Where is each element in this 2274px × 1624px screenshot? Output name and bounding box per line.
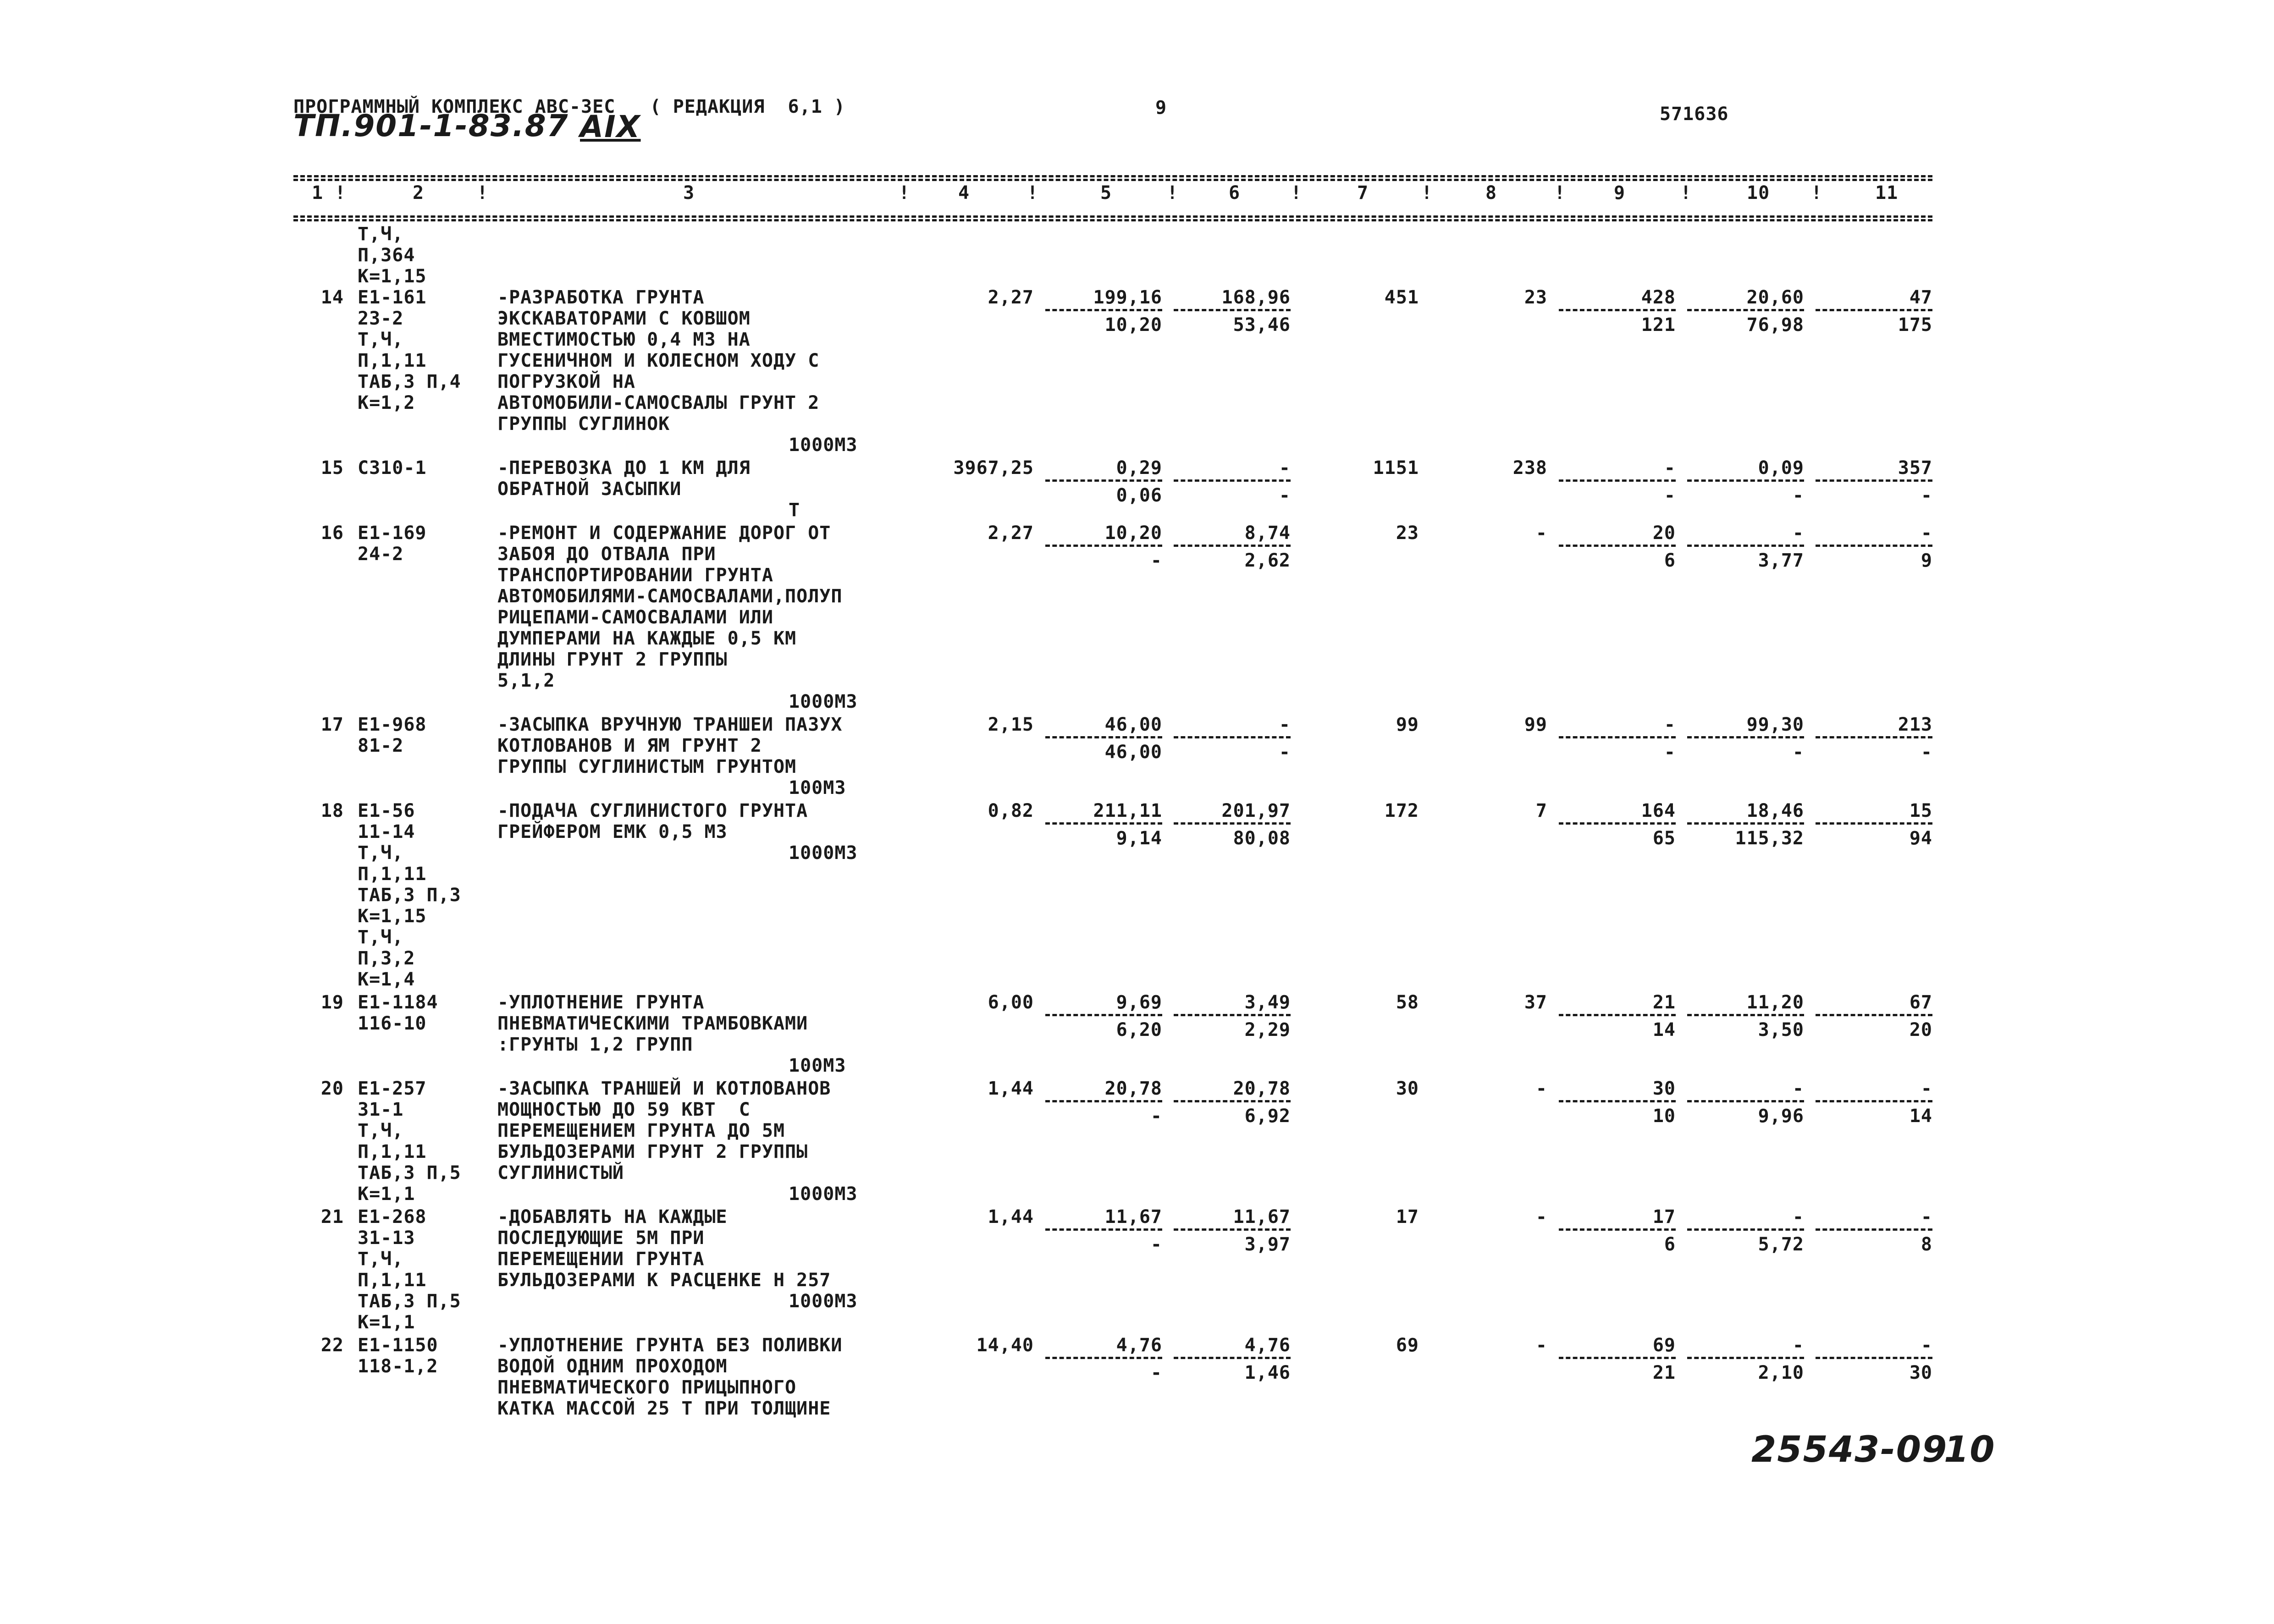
- row-number: 17: [320, 714, 344, 735]
- fraction-rule: [1687, 736, 1804, 738]
- unit-wage: -: [1150, 1234, 1162, 1255]
- work-description: -ПОДАЧА СУГЛИНИСТОГО ГРУНТА ГРЕЙФЕРОМ ЕМК 0,5 М3: [497, 800, 808, 842]
- labour-total: 47: [1909, 287, 1932, 308]
- quantity: 1,44: [988, 1206, 1034, 1228]
- rate-code: Е1-268 31-13 Т,Ч, П,1,11 ТАБ,3 П,5 К=1,1: [358, 1206, 461, 1333]
- machine-wages: 10: [1652, 1106, 1676, 1127]
- sheet-number: 10: [1944, 1429, 1996, 1470]
- machine-operation: 30: [1652, 1078, 1676, 1099]
- column-separator-4: !: [1027, 182, 1039, 204]
- fraction-rule: [1816, 479, 1932, 482]
- unit-cost-total: 4,76: [1116, 1335, 1162, 1356]
- unit-of-measure: 1000М3: [789, 691, 858, 712]
- unit-of-measure: 1000М3: [789, 435, 858, 456]
- fraction-rule: [1816, 1014, 1932, 1016]
- wages: 99: [1524, 714, 1547, 735]
- unit-cost-machines: 201,97: [1221, 800, 1291, 821]
- unit-cost-machines: 11,67: [1233, 1206, 1291, 1228]
- row-number: 20: [320, 1078, 344, 1099]
- wages: 23: [1524, 287, 1547, 308]
- unit-wage: 0,06: [1116, 485, 1162, 506]
- unit-machine-wage: 2,62: [1244, 550, 1291, 571]
- unit-cost-machines: 4,76: [1244, 1335, 1291, 1356]
- row-number: 22: [320, 1335, 344, 1356]
- handwritten-inventory-number: 25543-09: [1751, 1429, 1948, 1470]
- fraction-rule: [1174, 1100, 1291, 1102]
- labour-machinists: 3,50: [1758, 1019, 1804, 1040]
- unit-machine-wage: 1,46: [1244, 1362, 1291, 1383]
- labour-workers: 18,46: [1746, 800, 1804, 821]
- row-number: 14: [320, 287, 344, 308]
- fraction-rule: [1174, 479, 1291, 482]
- fraction-rule: [1559, 822, 1676, 825]
- unit-cost-machines: -: [1279, 714, 1291, 735]
- fraction-rule: [1687, 1228, 1804, 1231]
- fraction-rule: [1687, 479, 1804, 482]
- labour-machinists-total: -: [1921, 742, 1932, 763]
- work-description: -РАЗРАБОТКА ГРУНТА ЭКСКАВАТОРАМИ С КОВШОМ ВМЕСТИМОСТЬЮ 0,4 М3 НА ГУСЕНИЧНОМ И КОЛЕСНОМ ХОДУ С ПОГРУЗКОЙ НА АВТОМОБИЛИ-САМОСВАЛЫ ГРУНТ 2 ГРУППЫ СУГЛИНОК: [497, 287, 820, 435]
- total-cost: 58: [1396, 992, 1419, 1013]
- fraction-rule: [1045, 545, 1162, 547]
- work-description: -ЗАСЫПКА ТРАНШЕЙ И КОТЛОВАНОВ МОЩНОСТЬЮ ДО 59 КВТ С ПЕРЕМЕЩЕНИЕМ ГРУНТА ДО 5М БУЛЬДОЗЕРАМИ ГРУНТ 2 ГРУППЫ СУГЛИНИСТЫЙ: [497, 1078, 831, 1184]
- unit-machine-wage: 3,97: [1244, 1234, 1291, 1255]
- row-number: 15: [320, 457, 344, 479]
- column-separator-2: !: [477, 182, 489, 204]
- fraction-rule: [1559, 736, 1676, 738]
- column-number-11: 11: [1875, 182, 1899, 204]
- fraction-rule: [1174, 309, 1291, 311]
- unit-machine-wage: 80,08: [1233, 828, 1291, 849]
- labour-workers: 99,30: [1746, 714, 1804, 735]
- unit-of-measure: 100М3: [789, 1055, 846, 1076]
- unit-cost-total: 20,78: [1104, 1078, 1162, 1099]
- labour-workers: -: [1792, 1206, 1804, 1228]
- labour-machinists: 5,72: [1758, 1234, 1804, 1255]
- labour-workers: -: [1792, 1335, 1804, 1356]
- total-cost: 30: [1396, 1078, 1419, 1099]
- column-separator-3: !: [899, 182, 911, 204]
- wages: 37: [1524, 992, 1547, 1013]
- labour-machinists-total: -: [1921, 485, 1932, 506]
- rate-code: Е1-257 31-1 Т,Ч, П,1,11 ТАБ,3 П,5 К=1,1: [358, 1078, 461, 1205]
- machine-wages: -: [1664, 485, 1676, 506]
- fraction-rule: [1174, 822, 1291, 825]
- wages: -: [1535, 1206, 1547, 1228]
- wages: -: [1535, 1078, 1547, 1099]
- rate-code: С310-1: [358, 457, 427, 479]
- rate-code: Е1-968 81-2: [358, 714, 427, 756]
- column-number-10: 10: [1747, 182, 1770, 204]
- wages: 7: [1535, 800, 1547, 821]
- machine-wages: 6: [1664, 550, 1676, 571]
- fraction-rule: [1174, 545, 1291, 547]
- fraction-rule: [1045, 309, 1162, 311]
- unit-of-measure: 1000М3: [789, 1184, 858, 1205]
- work-description: -УПЛОТНЕНИЕ ГРУНТА БЕЗ ПОЛИВКИ ВОДОЙ ОДНИМ ПРОХОДОМ ПНЕВМАТИЧЕСКОГО ПРИЦЫПНОГО КАТКА МАССОЙ 25 Т ПРИ ТОЛЩИНЕ: [497, 1335, 843, 1419]
- labour-total: 67: [1909, 992, 1932, 1013]
- work-description: -ДОБАВЛЯТЬ НА КАЖДЫЕ ПОСЛЕДУЮЩИЕ 5М ПРИ ПЕРЕМЕЩЕНИИ ГРУНТА БУЛЬДОЗЕРАМИ К РАСЦЕНКЕ Н 257: [497, 1206, 831, 1291]
- fraction-rule: [1816, 1228, 1932, 1231]
- labour-machinists-total: 175: [1898, 314, 1932, 336]
- fraction-rule: [1045, 736, 1162, 738]
- labour-machinists-total: 14: [1909, 1106, 1932, 1127]
- document-number: 571636: [1660, 104, 1729, 125]
- machine-operation: -: [1664, 714, 1676, 735]
- unit-wage: 10,20: [1104, 314, 1162, 336]
- unit-wage: 46,00: [1104, 742, 1162, 763]
- total-cost: 172: [1384, 800, 1419, 821]
- machine-wages: -: [1664, 742, 1676, 763]
- fraction-rule: [1816, 736, 1932, 738]
- fraction-rule: [1174, 736, 1291, 738]
- unit-of-measure: 1000М3: [789, 1291, 858, 1312]
- quantity: 6,00: [988, 992, 1034, 1013]
- column-number-5: 5: [1100, 182, 1112, 204]
- fraction-rule: [1045, 479, 1162, 482]
- quantity: 14,40: [976, 1335, 1034, 1356]
- row-number: 16: [320, 523, 344, 544]
- fraction-rule: [1174, 1228, 1291, 1231]
- work-description: -ЗАСЫПКА ВРУЧНУЮ ТРАНШЕИ ПАЗУХ КОТЛОВАНОВ И ЯМ ГРУНТ 2 ГРУППЫ СУГЛИНИСТЫМ ГРУНТОМ: [497, 714, 843, 777]
- labour-total: -: [1921, 1335, 1932, 1356]
- labour-machinists: 115,32: [1735, 828, 1804, 849]
- labour-workers: 11,20: [1746, 992, 1804, 1013]
- labour-machinists-total: 20: [1909, 1019, 1932, 1040]
- unit-wage: -: [1150, 1362, 1162, 1383]
- column-separator-10: !: [1811, 182, 1823, 204]
- header-top-rule-2: [293, 179, 1932, 181]
- unit-of-measure: 100М3: [789, 777, 846, 798]
- labour-workers: -: [1792, 523, 1804, 544]
- unit-wage: 9,14: [1116, 828, 1162, 849]
- unit-cost-total: 211,11: [1093, 800, 1162, 821]
- fraction-rule: [1687, 545, 1804, 547]
- quantity: 1,44: [988, 1078, 1034, 1099]
- fraction-rule: [1559, 1100, 1676, 1102]
- labour-workers: 20,60: [1746, 287, 1804, 308]
- unit-of-measure: Т: [789, 500, 800, 521]
- work-description: -УПЛОТНЕНИЕ ГРУНТА ПНЕВМАТИЧЕСКИМИ ТРАМБОВКАМИ :ГРУНТЫ 1,2 ГРУПП: [497, 992, 808, 1055]
- column-separator-7: !: [1421, 182, 1433, 204]
- unit-cost-total: 46,00: [1104, 714, 1162, 735]
- machine-wages: 65: [1652, 828, 1676, 849]
- labour-machinists: -: [1792, 485, 1804, 506]
- column-separator-5: !: [1167, 182, 1179, 204]
- page-number: 9: [1155, 97, 1167, 118]
- labour-machinists-total: 8: [1921, 1234, 1932, 1255]
- unit-cost-machines: 168,96: [1221, 287, 1291, 308]
- fraction-rule: [1687, 1357, 1804, 1359]
- machine-operation: -: [1664, 457, 1676, 479]
- row-number: 21: [320, 1206, 344, 1228]
- row-number: 19: [320, 992, 344, 1013]
- column-number-9: 9: [1614, 182, 1626, 204]
- unit-cost-machines: 20,78: [1233, 1078, 1291, 1099]
- wages: 238: [1512, 457, 1547, 479]
- unit-machine-wage: 53,46: [1233, 314, 1291, 336]
- column-separator-1: !: [335, 182, 347, 204]
- unit-cost-machines: 3,49: [1244, 992, 1291, 1013]
- machine-operation: 21: [1652, 992, 1676, 1013]
- machine-operation: 164: [1641, 800, 1676, 821]
- unit-machine-wage: -: [1279, 742, 1291, 763]
- labour-workers: -: [1792, 1078, 1804, 1099]
- unit-cost-machines: 8,74: [1244, 523, 1291, 544]
- header-bottom-rule: [293, 215, 1932, 218]
- unit-cost-total: 199,16: [1093, 287, 1162, 308]
- quantity: 2,27: [988, 523, 1034, 544]
- total-cost: 69: [1396, 1335, 1419, 1356]
- header-bottom-rule-2: [293, 219, 1932, 221]
- machine-operation: 20: [1652, 523, 1676, 544]
- unit-cost-machines: -: [1279, 457, 1291, 479]
- quantity: 0,82: [988, 800, 1034, 821]
- column-number-8: 8: [1485, 182, 1497, 204]
- unit-machine-wage: -: [1279, 485, 1291, 506]
- fraction-rule: [1687, 822, 1804, 825]
- quantity: 3967,25: [953, 457, 1034, 479]
- labour-total: 213: [1898, 714, 1932, 735]
- column-number-4: 4: [958, 182, 970, 204]
- fraction-rule: [1816, 545, 1932, 547]
- labour-total: -: [1921, 523, 1932, 544]
- unit-wage: -: [1150, 550, 1162, 571]
- unit-machine-wage: 2,29: [1244, 1019, 1291, 1040]
- total-cost: 99: [1396, 714, 1419, 735]
- column-separator-8: !: [1554, 182, 1566, 204]
- quantity: 2,15: [988, 714, 1034, 735]
- fraction-rule: [1045, 1357, 1162, 1359]
- labour-machinists: 76,98: [1746, 314, 1804, 336]
- fraction-rule: [1559, 1014, 1676, 1016]
- labour-machinists: 3,77: [1758, 550, 1804, 571]
- unit-wage: -: [1150, 1106, 1162, 1127]
- column-separator-6: !: [1291, 182, 1303, 204]
- labour-machinists: 9,96: [1758, 1106, 1804, 1127]
- total-cost: 1151: [1373, 457, 1419, 479]
- wages: -: [1535, 1335, 1547, 1356]
- fraction-rule: [1816, 822, 1932, 825]
- labour-machinists: -: [1792, 742, 1804, 763]
- rate-code: Е1-1150 118-1,2: [358, 1335, 438, 1377]
- labour-total: -: [1921, 1078, 1932, 1099]
- rate-code: Е1-1184 116-10: [358, 992, 438, 1034]
- fraction-rule: [1559, 1357, 1676, 1359]
- machine-operation: 69: [1652, 1335, 1676, 1356]
- unit-cost-total: 10,20: [1104, 523, 1162, 544]
- fraction-rule: [1174, 1014, 1291, 1016]
- fraction-rule: [1045, 1228, 1162, 1231]
- machine-operation: 17: [1652, 1206, 1676, 1228]
- album-code: АIX: [580, 109, 641, 144]
- column-number-1: 1: [312, 182, 324, 204]
- machine-wages: 6: [1664, 1234, 1676, 1255]
- rate-code: Е1-56 11-14 Т,Ч, П,1,11 ТАБ,3 П,3 К=1,15 Т,Ч, П,3,2 К=1,4: [358, 800, 461, 990]
- total-cost: 17: [1396, 1206, 1419, 1228]
- fraction-rule: [1045, 822, 1162, 825]
- labour-workers: 0,09: [1758, 457, 1804, 479]
- header-top-rule: [293, 175, 1932, 177]
- labour-machinists-total: 9: [1921, 550, 1932, 571]
- labour-machinists-total: 94: [1909, 828, 1932, 849]
- fraction-rule: [1559, 1228, 1676, 1231]
- machine-operation: 428: [1641, 287, 1676, 308]
- work-description: -ПЕРЕВОЗКА ДО 1 КМ ДЛЯ ОБРАТНОЙ ЗАСЫПКИ: [497, 457, 751, 500]
- unit-cost-total: 11,67: [1104, 1206, 1162, 1228]
- work-description: -РЕМОНТ И СОДЕРЖАНИЕ ДОРОГ ОТ ЗАБОЯ ДО ОТВАЛА ПРИ ТРАНСПОРТИРОВАНИИ ГРУНТА АВТОМОБИЛЯМИ-САМОСВАЛАМИ,ПОЛУП РИЦЕПАМИ-САМОСВАЛАМИ ИЛИ ДУМПЕРАМИ НА КАЖДЫЕ 0,5 КМ ДЛИНЫ ГРУНТ 2 ГРУППЫ 5,1,2: [497, 523, 843, 691]
- labour-total: -: [1921, 1206, 1932, 1228]
- machine-wages: 14: [1652, 1019, 1676, 1040]
- wages: -: [1535, 523, 1547, 544]
- fraction-rule: [1559, 479, 1676, 482]
- quantity: 2,27: [988, 287, 1034, 308]
- continuation-code: Т,Ч, П,364 К=1,15: [358, 224, 427, 287]
- fraction-rule: [1816, 1100, 1932, 1102]
- machine-wages: 21: [1652, 1362, 1676, 1383]
- unit-cost-total: 9,69: [1116, 992, 1162, 1013]
- project-code: ТП.901-1-83.87: [293, 108, 569, 143]
- fraction-rule: [1816, 309, 1932, 311]
- fraction-rule: [1687, 1014, 1804, 1016]
- labour-total: 15: [1909, 800, 1932, 821]
- fraction-rule: [1559, 309, 1676, 311]
- unit-cost-total: 0,29: [1116, 457, 1162, 479]
- fraction-rule: [1816, 1357, 1932, 1359]
- total-cost: 451: [1384, 287, 1419, 308]
- fraction-rule: [1687, 1100, 1804, 1102]
- unit-machine-wage: 6,92: [1244, 1106, 1291, 1127]
- rate-code: Е1-161 23-2 Т,Ч, П,1,11 ТАБ,3 П,4 К=1,2: [358, 287, 461, 413]
- fraction-rule: [1687, 309, 1804, 311]
- unit-wage: 6,20: [1116, 1019, 1162, 1040]
- program-title: ПРОГРАММНЫЙ КОМПЛЕКС АВС-3ЕС ( РЕДАКЦИЯ 6,1 ): [293, 96, 845, 117]
- labour-machinists: 2,10: [1758, 1362, 1804, 1383]
- labour-total: 357: [1898, 457, 1932, 479]
- fraction-rule: [1045, 1014, 1162, 1016]
- column-number-7: 7: [1357, 182, 1369, 204]
- fraction-rule: [1174, 1357, 1291, 1359]
- column-number-6: 6: [1229, 182, 1241, 204]
- unit-of-measure: 1000М3: [789, 842, 858, 864]
- column-number-3: 3: [683, 182, 695, 204]
- machine-wages: 121: [1641, 314, 1676, 336]
- column-number-2: 2: [413, 182, 425, 204]
- column-separator-9: !: [1680, 182, 1692, 204]
- labour-machinists-total: 30: [1909, 1362, 1932, 1383]
- total-cost: 23: [1396, 523, 1419, 544]
- row-number: 18: [320, 800, 344, 821]
- rate-code: Е1-169 24-2: [358, 523, 427, 565]
- fraction-rule: [1045, 1100, 1162, 1102]
- fraction-rule: [1559, 545, 1676, 547]
